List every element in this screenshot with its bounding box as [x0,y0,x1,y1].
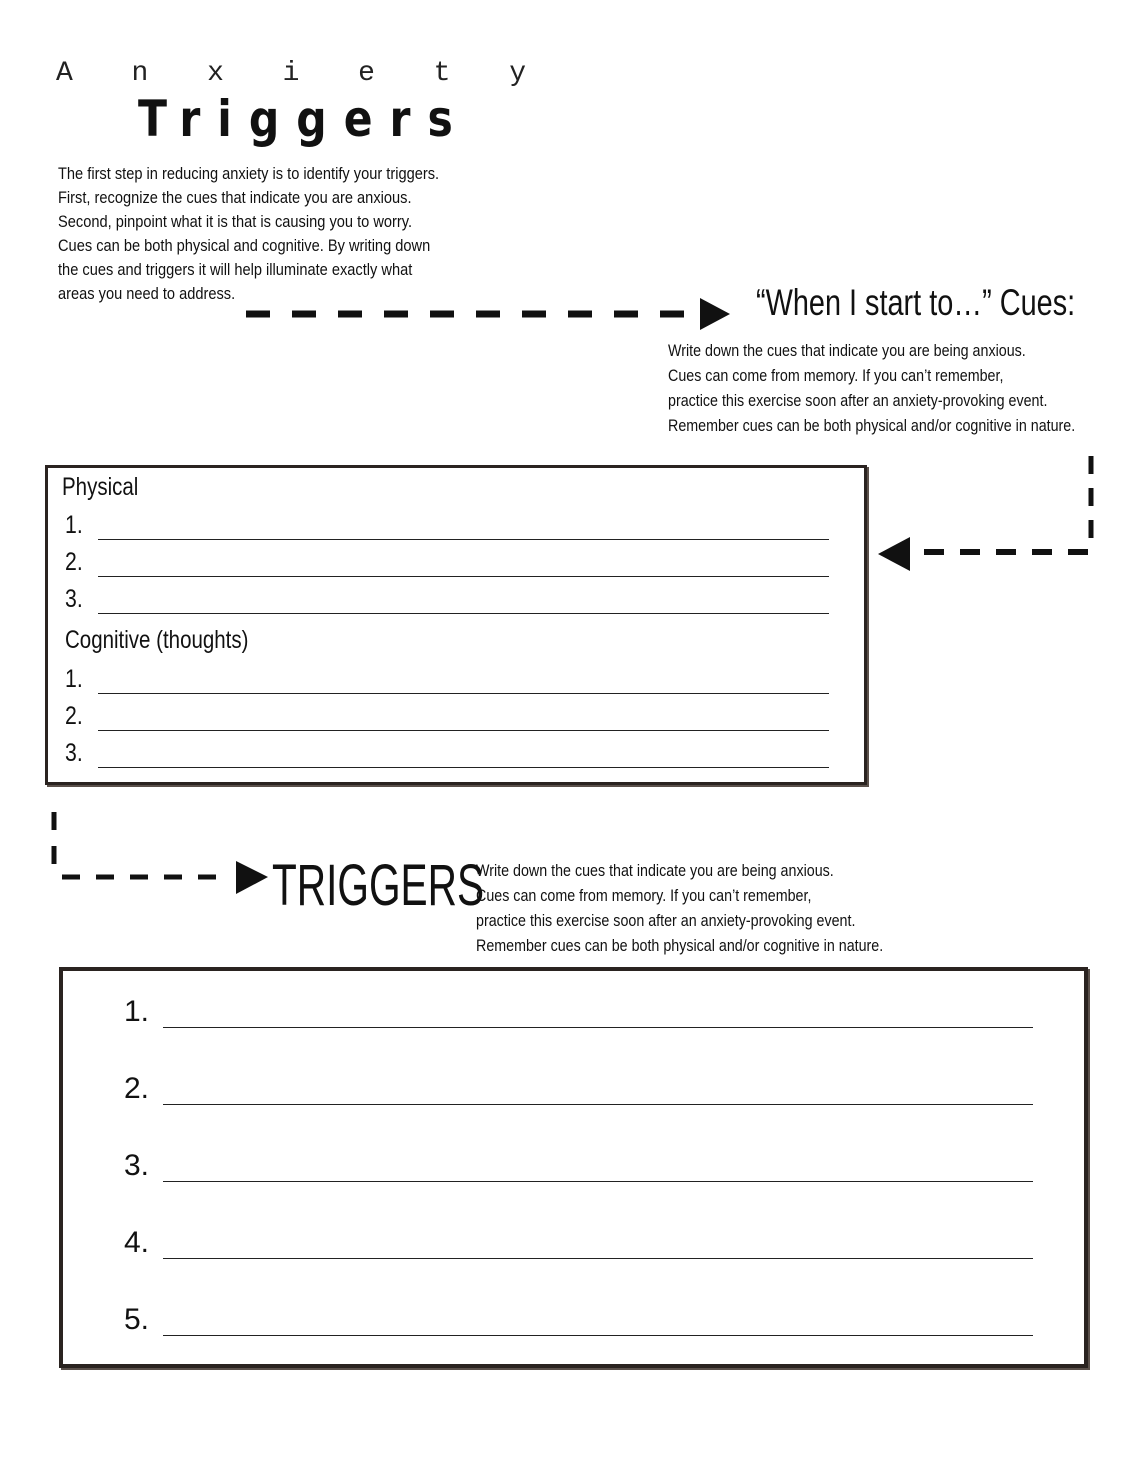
intro-line: Second, pinpoint what it is that is causing you to worry. [58,212,413,231]
cognitive-answer-line-2[interactable] [98,730,829,731]
title-letter: t [433,58,451,89]
instruction-line: Write down the cues that indicate you are being anxious. [668,341,1026,360]
trigger-answer-line-5[interactable] [163,1335,1033,1336]
triggers-instructions [476,858,883,958]
title-letter: A [56,58,73,89]
triggers-box [59,967,1088,1368]
item-number: 5. [124,1303,150,1336]
trigger-answer-line-4[interactable] [163,1258,1033,1259]
item-number: 2. [124,1072,150,1105]
intro-line: areas you need to address. [58,284,236,303]
arrow-left-icon [878,537,910,571]
triggers-heading: TRIGGERS [272,853,485,918]
trigger-row [124,1072,149,1106]
trigger-row [124,1149,149,1183]
cues-box [45,465,867,785]
cognitive-label: Cognitive (thoughts) [65,626,249,654]
title-letter: y [509,58,526,89]
item-number: 4. [124,1226,150,1259]
trigger-row [124,1303,149,1337]
cognitive-row [65,665,86,694]
physical-label: Physical [62,473,139,501]
physical-answer-line-2[interactable] [98,576,829,577]
intro-line: the cues and triggers it will help illuminate exactly what [58,260,413,279]
trigger-row [124,995,149,1029]
physical-answer-line-1[interactable] [98,539,829,540]
cognitive-answer-line-3[interactable] [98,767,829,768]
item-number: 3. [65,585,83,613]
cognitive-row [65,739,86,768]
cues-heading: “When I start to…” Cues: [756,282,1076,323]
intro-line: Cues can be both physical and cognitive. By writing down [58,236,431,255]
instruction-line: Remember cues can be both physical and/or cognitive in nature. [476,936,884,955]
cognitive-answer-line-1[interactable] [98,693,829,694]
item-number: 1. [124,995,150,1028]
item-number: 3. [124,1149,150,1182]
title-letter: e [358,58,375,89]
instruction-line: Remember cues can be both physical and/or cognitive in nature. [668,416,1076,435]
trigger-answer-line-1[interactable] [163,1027,1033,1028]
cues-instructions [668,338,1075,438]
physical-row [65,511,86,540]
instruction-line: practice this exercise soon after an anxiety-provoking event. [668,391,1048,410]
trigger-answer-line-2[interactable] [163,1104,1033,1105]
title-letter: x [207,58,224,89]
physical-row [65,585,86,614]
physical-row [65,548,86,577]
instruction-line: practice this exercise soon after an anxiety-provoking event. [476,911,856,930]
item-number: 2. [65,702,83,730]
item-number: 3. [65,739,83,767]
intro-line: The first step in reducing anxiety is to identify your triggers. [58,164,440,183]
page-title: Triggers [138,90,470,148]
instruction-line: Cues can come from memory. If you can’t remember, [476,886,812,905]
trigger-row [124,1226,149,1260]
title-letter: n [131,58,149,89]
instruction-line: Write down the cues that indicate you are being anxious. [476,861,834,880]
item-number: 1. [65,511,83,539]
arrow-right-icon [700,298,730,330]
physical-answer-line-3[interactable] [98,613,829,614]
cognitive-row [65,702,86,731]
arrow-right-icon [236,861,268,894]
item-number: 2. [65,548,83,576]
intro-line: First, recognize the cues that indicate you are anxious. [58,188,412,207]
trigger-answer-line-3[interactable] [163,1181,1033,1182]
title-letter: i [282,58,300,89]
item-number: 1. [65,665,83,693]
instruction-line: Cues can come from memory. If you can’t remember, [668,366,1004,385]
